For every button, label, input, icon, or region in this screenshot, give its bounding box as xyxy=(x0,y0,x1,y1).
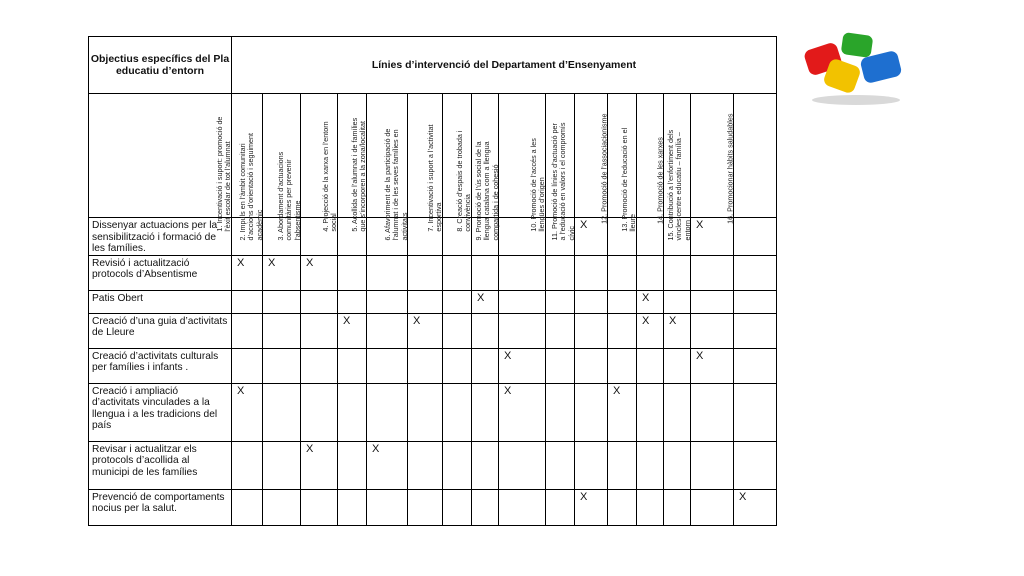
mark-cell xyxy=(546,255,575,290)
mark-cell: X xyxy=(575,218,608,256)
mark-cell xyxy=(499,441,546,489)
mark-cell xyxy=(263,313,301,348)
intervention-lines-table xyxy=(88,36,777,526)
table-row xyxy=(89,441,777,489)
logo-green-tile xyxy=(841,32,874,58)
mark-cell xyxy=(637,489,664,525)
mark-cell xyxy=(664,383,691,441)
mark-cell xyxy=(608,313,637,348)
mark-cell xyxy=(232,489,263,525)
mark-cell xyxy=(301,290,338,313)
mark-cell xyxy=(575,313,608,348)
mark-cell xyxy=(546,383,575,441)
objective-cell: Revisar i actualitzar els protocols d’acollida al municipi de les famílies xyxy=(89,441,232,489)
mark-cell xyxy=(608,290,637,313)
column-header-label: 6. Afavoriment de la participació de l’alumnat i de les seves famílies en activitats xyxy=(382,128,409,241)
mark-cell xyxy=(232,313,263,348)
mark-cell xyxy=(232,441,263,489)
mark-cell xyxy=(499,290,546,313)
mark-cell: X xyxy=(301,255,338,290)
mark-cell xyxy=(443,290,472,313)
objectives-header: Objectius específics del Pla educatiu d’entorn xyxy=(89,37,232,94)
table-row xyxy=(89,383,777,441)
objective-cell: Prevenció de comportaments nocius per la salut. xyxy=(89,489,232,525)
mark-cell xyxy=(232,290,263,313)
column-header-label: 13. Promoció de l’educació en el lleure xyxy=(620,127,638,232)
mark-cell xyxy=(408,348,443,383)
mark-cell xyxy=(338,383,367,441)
mark-cell: X xyxy=(637,290,664,313)
mark-cell xyxy=(367,383,408,441)
column-header-label: 9. Promoció de l’ús social de la llengua catalana com a llengua compartida i de cohesió xyxy=(473,141,500,241)
mark-cell: X xyxy=(575,489,608,525)
mark-cell xyxy=(232,348,263,383)
mark-cell xyxy=(734,348,777,383)
mark-cell xyxy=(263,290,301,313)
column-header-label: 14. Promoció de les xarxes xyxy=(655,136,665,224)
mark-cell: X xyxy=(301,441,338,489)
mark-cell xyxy=(575,290,608,313)
column-header-label: 15. Contribució a l’enfortiment dels vincles centre educatiu – família – entorn xyxy=(665,129,692,241)
mark-cell xyxy=(691,441,734,489)
mark-cell xyxy=(263,383,301,441)
table-row xyxy=(89,348,777,383)
mark-cell xyxy=(301,383,338,441)
table-row xyxy=(89,489,777,525)
mark-cell: X xyxy=(232,255,263,290)
mark-cell xyxy=(338,489,367,525)
column-header-label: 16. Promocionar hàbits saludables xyxy=(725,113,735,224)
mark-cell xyxy=(546,290,575,313)
mark-cell: X xyxy=(367,441,408,489)
mark-cell xyxy=(691,313,734,348)
mark-cell xyxy=(664,290,691,313)
table-row xyxy=(89,255,777,290)
mark-cell xyxy=(263,489,301,525)
mark-cell xyxy=(637,441,664,489)
mark-cell: X xyxy=(499,348,546,383)
mark-cell xyxy=(443,441,472,489)
column-header-label: 10. Promoció de l’accés a les llengües d’origen xyxy=(529,138,547,232)
mark-cell xyxy=(575,383,608,441)
mark-cell xyxy=(263,348,301,383)
mark-cell xyxy=(472,348,499,383)
mark-cell xyxy=(301,348,338,383)
objective-cell: Revisió i actualització protocols d’Absentisme xyxy=(89,255,232,290)
mark-cell: X xyxy=(472,290,499,313)
objective-cell: Creació i ampliació d’activitats vinculades a la llengua i a les tradicions del país xyxy=(89,383,232,441)
table-row xyxy=(89,313,777,348)
column-header-label: 1. Incentivació i suport: promoció de l’èxit escolar de tot l’alumnat xyxy=(215,116,233,232)
mark-cell xyxy=(608,255,637,290)
mark-cell xyxy=(734,255,777,290)
mark-cell xyxy=(734,218,777,256)
mark-cell xyxy=(608,348,637,383)
mark-cell: X xyxy=(263,255,301,290)
mark-cell xyxy=(499,313,546,348)
logo-shadow xyxy=(812,95,900,105)
mark-cell xyxy=(301,489,338,525)
mark-cell xyxy=(691,489,734,525)
mark-cell xyxy=(664,348,691,383)
mark-cell xyxy=(575,348,608,383)
mark-cell xyxy=(443,489,472,525)
department-logo xyxy=(800,30,912,106)
mark-cell xyxy=(338,255,367,290)
mark-cell xyxy=(608,441,637,489)
mark-cell xyxy=(408,255,443,290)
column-header-label: 3. Abordament d’actuacions comunitàries per prevenir l’absentisme xyxy=(275,151,302,241)
mark-cell xyxy=(367,348,408,383)
mark-cell: X xyxy=(338,313,367,348)
mark-cell xyxy=(472,489,499,525)
mark-cell xyxy=(664,489,691,525)
mark-cell xyxy=(691,255,734,290)
mark-cell xyxy=(408,290,443,313)
mark-cell xyxy=(664,441,691,489)
mark-cell xyxy=(443,348,472,383)
mark-cell xyxy=(664,255,691,290)
mark-cell xyxy=(691,383,734,441)
objective-cell: Dissenyar actuacions per la sensibilització i formació de les famílies. xyxy=(89,218,232,256)
mark-cell: X xyxy=(608,383,637,441)
mark-cell xyxy=(546,348,575,383)
objective-cell: Patis Obert xyxy=(89,290,232,313)
empty-corner-cell xyxy=(89,94,232,218)
mark-cell xyxy=(575,255,608,290)
column-header-label: 7. Incentivació i suport a l’activitat esportiva xyxy=(426,124,444,232)
mark-cell xyxy=(734,313,777,348)
mark-cell xyxy=(367,255,408,290)
mark-cell xyxy=(408,383,443,441)
mark-cell xyxy=(301,313,338,348)
mark-cell xyxy=(338,441,367,489)
column-header-16 xyxy=(725,94,777,224)
mark-cell: X xyxy=(499,383,546,441)
mark-cell xyxy=(546,489,575,525)
column-header-label: 8. Creació d’espais de trobada i convivència xyxy=(455,130,473,232)
column-header-label: 12. Promoció de l’associacionisme xyxy=(599,113,609,224)
mark-cell xyxy=(575,441,608,489)
mark-cell xyxy=(443,383,472,441)
column-header-label: 11. Promoció de línies d’actuació per a l’educació en valors i el compromís cívic xyxy=(549,122,576,241)
mark-cell xyxy=(734,441,777,489)
mark-cell: X xyxy=(734,489,777,525)
mark-cell xyxy=(499,489,546,525)
mark-cell xyxy=(472,313,499,348)
mark-cell xyxy=(367,489,408,525)
mark-cell xyxy=(499,255,546,290)
mark-cell xyxy=(734,290,777,313)
mark-cell xyxy=(408,441,443,489)
mark-cell xyxy=(367,290,408,313)
mark-cell xyxy=(691,290,734,313)
objective-cell: Creació d’una guia d’activitats de Lleure xyxy=(89,313,232,348)
column-header-label: 4. Projecció de la xarxa en l’entorn social xyxy=(321,121,339,232)
mark-cell xyxy=(338,348,367,383)
header-row xyxy=(89,37,777,94)
mark-cell xyxy=(472,255,499,290)
mark-cell xyxy=(338,290,367,313)
mark-cell xyxy=(443,313,472,348)
mark-cell xyxy=(546,441,575,489)
mark-cell xyxy=(263,441,301,489)
mark-cell: X xyxy=(664,313,691,348)
mark-cell: X xyxy=(691,218,734,256)
mark-cell xyxy=(472,383,499,441)
mark-cell xyxy=(637,348,664,383)
lines-header: Línies d’intervenció del Departament d’Ensenyament xyxy=(232,37,777,94)
mark-cell: X xyxy=(637,313,664,348)
mark-cell xyxy=(472,441,499,489)
mark-cell: X xyxy=(408,313,443,348)
mark-cell xyxy=(408,489,443,525)
column-header-label: 2. Impuls en l’àmbit comunitari d’accions d’orientació i seguiment acadèmic xyxy=(237,132,264,241)
mark-cell xyxy=(734,383,777,441)
mark-cell: X xyxy=(232,383,263,441)
mark-cell xyxy=(637,255,664,290)
mark-cell xyxy=(637,383,664,441)
mark-cell xyxy=(546,313,575,348)
mark-cell xyxy=(608,489,637,525)
column-headers-row xyxy=(89,94,777,218)
mark-cell xyxy=(367,313,408,348)
column-header-label: 5. Acollida de l’alumnat i de famílies que s’incorporen a la zona/localitat xyxy=(350,117,368,232)
objective-cell: Creació d’activitats culturals per famílies i infants . xyxy=(89,348,232,383)
mark-cell: X xyxy=(691,348,734,383)
mark-cell xyxy=(443,255,472,290)
table-row xyxy=(89,290,777,313)
